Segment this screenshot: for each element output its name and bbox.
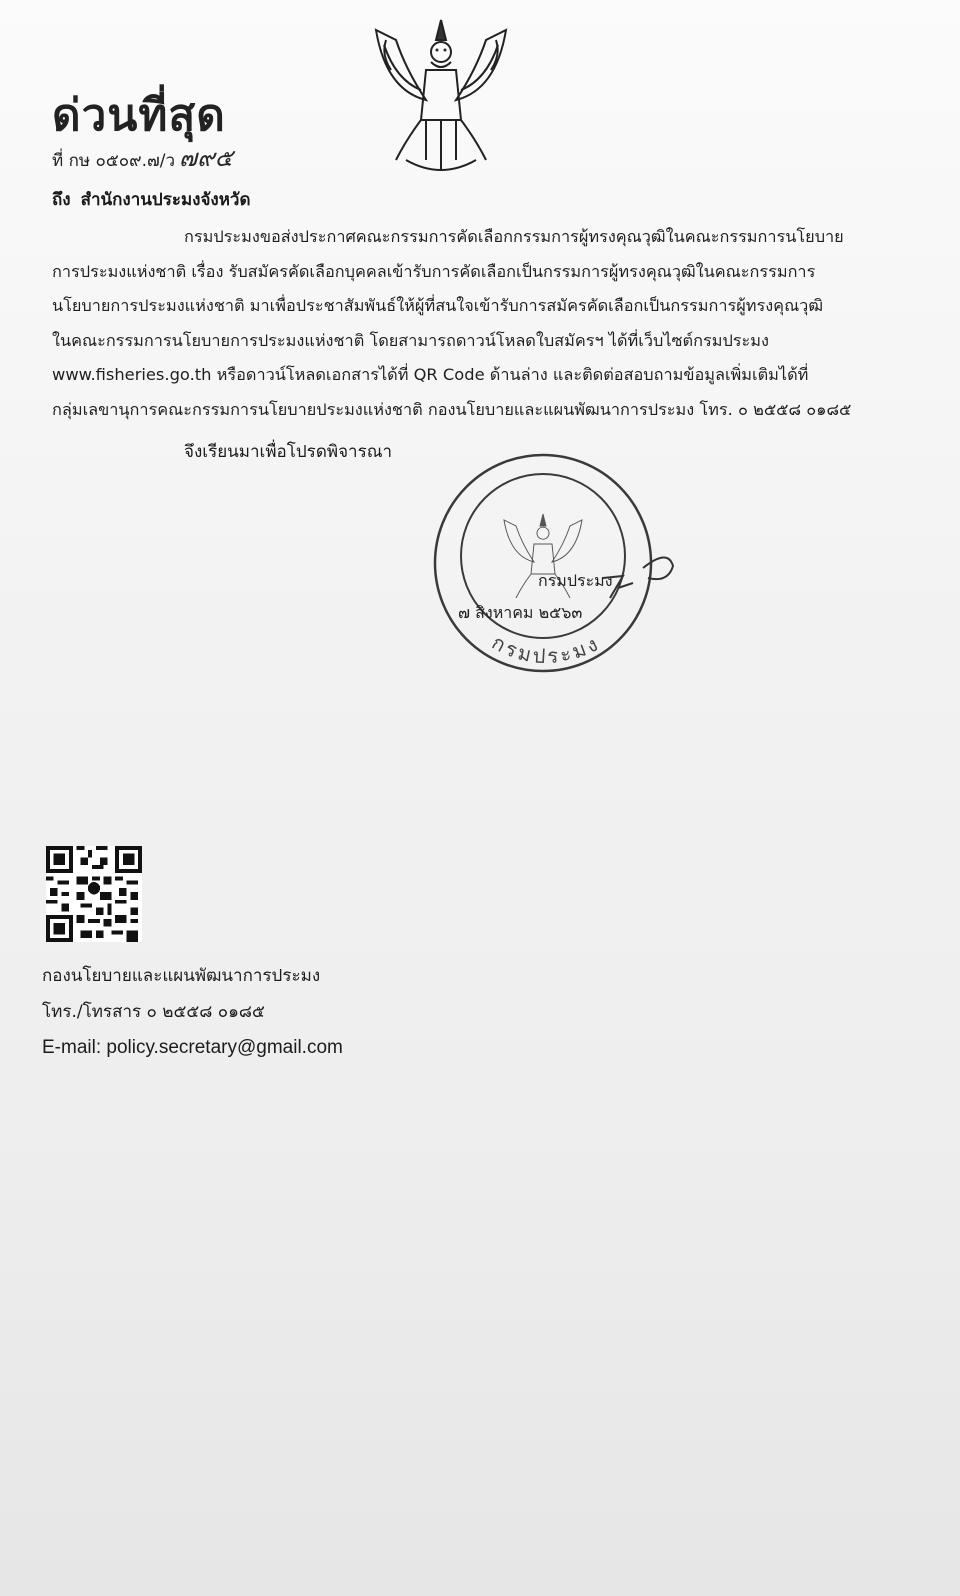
recipient-name: สำนักงานประมงจังหวัด	[80, 190, 251, 210]
body-line: www.fisheries.go.th หรือดาวน์โหลดเอกสารได้ที่ QR Code ด้านล่าง และติดต่อสอบถามข้อมูลเพิ่มเติมได้ที่	[52, 365, 809, 385]
body-line: กลุ่มเลขานุการคณะกรรมการนโยบายประมงแห่งชาติ กองนโยบายและแผนพัฒนาการประมง โทร. ๐ ๒๕๕๘ ๐๑๘๕	[52, 399, 852, 419]
signature-mark	[603, 557, 673, 598]
body-paragraph	[52, 220, 922, 428]
stamp-ring-path: กรมประมง	[488, 630, 605, 669]
closing-line: จึงเรียนมาเพื่อโปรดพิจารณา	[184, 442, 393, 462]
recipient-line	[52, 186, 251, 213]
official-stamp	[418, 448, 688, 678]
document-number-label: ที่ กษ ๐๕๐๙.๗/ว	[52, 151, 176, 171]
garuda-emblem-icon	[366, 10, 516, 180]
document-number-handwritten: ๗๙๕	[179, 144, 233, 172]
body-line: การประมงแห่งชาติ เรื่อง รับสมัครคัดเลือกบุคคลเข้ารับการคัดเลือกเป็นกรรมการผู้ทรงคุณวุฒิในคณะกรรมการ	[52, 261, 816, 281]
stamp-department: กรมประมง	[538, 571, 613, 590]
document-number	[52, 138, 233, 177]
contact-block	[42, 958, 343, 1066]
contact-division: กองนโยบายและแผนพัฒนาการประมง	[42, 966, 321, 986]
body-line: นโยบายการประมงแห่งชาติ มาเพื่อประชาสัมพันธ์ให้ผู้ที่สนใจเข้ารับการสมัครคัดเลือกเป็นกรรมการผู้ทรงคุณวุฒิ	[52, 296, 824, 316]
qr-code-icon[interactable]	[46, 846, 142, 942]
contact-email[interactable]: E-mail: policy.secretary@gmail.com	[42, 1037, 343, 1058]
contact-phone: โทร./โทรสาร ๐ ๒๕๕๘ ๐๑๘๕	[42, 1002, 265, 1022]
body-line: กรมประมงขอส่งประกาศคณะกรรมการคัดเลือกกรรมการผู้ทรงคุณวุฒิในคณะกรรมการนโยบาย	[184, 227, 844, 246]
urgency-heading: ด่วนที่สุด	[52, 90, 226, 141]
recipient-label: ถึง	[52, 190, 71, 210]
body-line: ในคณะกรรมการนโยบายการประมงแห่งชาติ โดยสามารถดาวน์โหลดใบสมัครฯ ได้ที่เว็บไซต์กรมประมง	[52, 330, 769, 350]
stamp-date: ๗ สิงหาคม ๒๕๖๓	[458, 603, 583, 622]
